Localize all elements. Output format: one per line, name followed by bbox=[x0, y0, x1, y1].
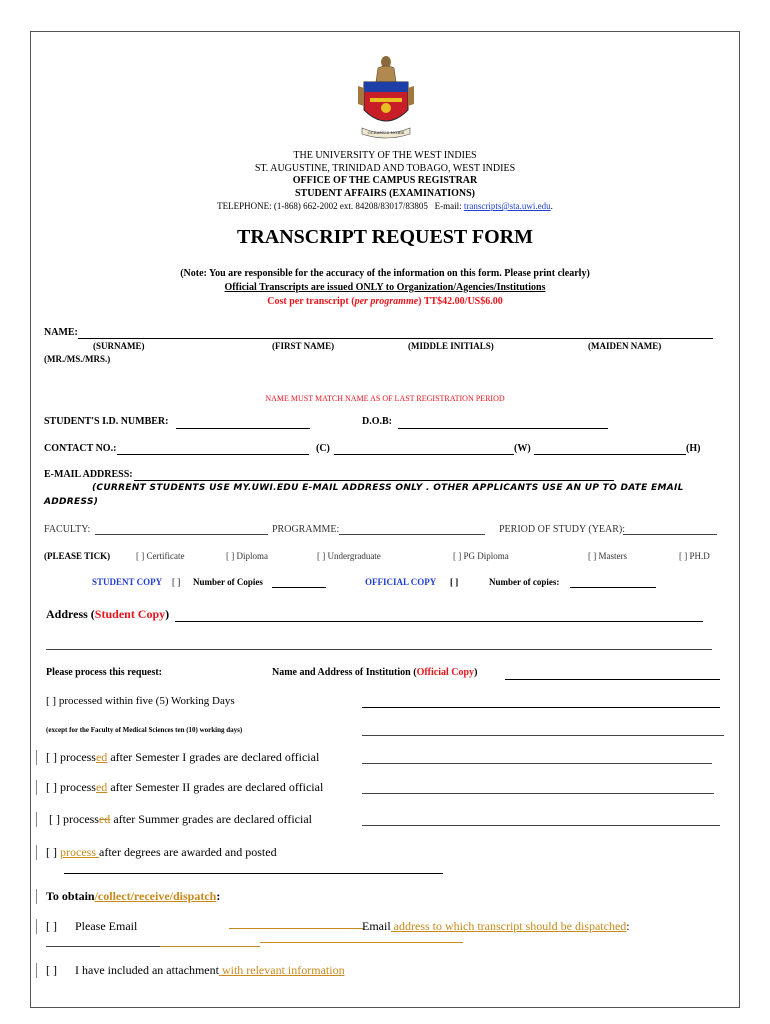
university-crest-icon bbox=[356, 52, 416, 142]
institution-field[interactable] bbox=[505, 679, 720, 680]
student-copy-label: STUDENT COPY bbox=[92, 577, 163, 587]
name-warning: NAME MUST MATCH NAME AS OF LAST REGISTRATION PERIOD bbox=[265, 394, 505, 403]
option-summer[interactable]: [ ] processed after Summer grades are declared official bbox=[36, 812, 312, 827]
option-semester-two[interactable]: [ ] processed after Semester II grades are declared official bbox=[36, 780, 323, 795]
official-copy-label: OFFICIAL COPY bbox=[365, 577, 437, 587]
address-label: Address (Student Copy) bbox=[46, 607, 170, 621]
campus-name: ST. AUGUSTINE, TRINIDAD AND TOBAGO, WEST INDIES bbox=[254, 163, 516, 174]
official-copy-checkbox[interactable]: [ ] bbox=[450, 577, 459, 587]
email-label: E-mail: bbox=[434, 201, 462, 211]
name-label: NAME: bbox=[44, 327, 78, 338]
option-semester-one[interactable]: [ ] processed after Semester I grades are declared official bbox=[36, 750, 319, 765]
obtain-heading: To obtain/collect/receive/dispatch: bbox=[36, 889, 220, 904]
surname-caption: (SURNAME) bbox=[93, 341, 145, 351]
tick-masters[interactable]: [ ] Masters bbox=[588, 551, 627, 561]
please-email-checkbox[interactable]: [ ] bbox=[36, 919, 57, 934]
email-note-cont: ADDRESS) bbox=[44, 497, 99, 507]
email-address-note: Email address to which transcript should be dispatched: bbox=[362, 919, 630, 933]
email-address-field[interactable] bbox=[134, 480, 614, 481]
first-name-caption: (FIRST NAME) bbox=[272, 341, 335, 351]
email-connector-line bbox=[229, 928, 364, 929]
email-dispatch-line-a[interactable] bbox=[46, 946, 160, 947]
process-heading: Please process this request: bbox=[46, 667, 163, 678]
note-accuracy: (Note: You are responsible for the accuracy of the information on this form. Please print clearly) bbox=[180, 268, 590, 279]
tick-label: (PLEASE TICK) bbox=[44, 551, 111, 561]
option-five-days-note: (except for the Faculty of Medical Sciences ten (10) working days) bbox=[46, 726, 243, 734]
form-title: TRANSCRIPT REQUEST FORM bbox=[237, 226, 533, 248]
middle-initials-caption: (MIDDLE INITIALS) bbox=[408, 341, 494, 351]
note-official: Official Transcripts are issued ONLY to Organization/Agencies/Institutions bbox=[224, 282, 546, 293]
work-field[interactable] bbox=[534, 454, 686, 455]
email-note: (CURRENT STUDENTS USE MY.UWI.EDU E-MAIL ADDRESS ONLY . OTHER APPLICANTS USE AN UP TO DATE EMAIL bbox=[92, 483, 684, 493]
attachment-label: I have included an attachment with relevant information bbox=[75, 963, 345, 977]
institution-line-3[interactable] bbox=[362, 763, 712, 764]
student-copies-label: Number of Copies bbox=[193, 577, 263, 587]
name-line[interactable] bbox=[78, 338, 713, 339]
institution-line-5[interactable] bbox=[362, 825, 720, 826]
maiden-name-caption: (MAIDEN NAME) bbox=[588, 341, 662, 351]
programme-label: PROGRAMME: bbox=[272, 524, 340, 535]
option-degrees[interactable]: [ ] process after degrees are awarded and posted bbox=[36, 845, 277, 860]
institution-label: Name and Address of Institution (Official Copy) bbox=[272, 667, 478, 678]
period-label: PERIOD OF STUDY (YEAR): bbox=[499, 524, 626, 535]
student-id-field[interactable] bbox=[176, 428, 310, 429]
official-copies-field[interactable] bbox=[570, 587, 656, 588]
tick-phd[interactable]: [ ] PH.D bbox=[679, 551, 710, 561]
title-caption: (MR./MS./MRS.) bbox=[44, 354, 111, 364]
telephone-text: TELEPHONE: (1-868) 662-2002 ext. 84208/83017/83805 bbox=[217, 201, 428, 211]
please-email-label: Please Email bbox=[75, 919, 138, 933]
office-name: OFFICE OF THE CAMPUS REGISTRAR bbox=[292, 175, 478, 186]
tick-undergraduate[interactable]: [ ] Undergraduate bbox=[317, 551, 381, 561]
tick-certificate[interactable]: [ ] Certificate bbox=[136, 551, 185, 561]
email-dispatch-line-c[interactable] bbox=[260, 942, 463, 943]
tick-pg-diploma[interactable]: [ ] PG Diploma bbox=[453, 551, 509, 561]
note-cost: Cost per transcript (per programme) TT$42.00/US$6.00 bbox=[267, 296, 503, 307]
institution-line-2[interactable] bbox=[362, 735, 724, 736]
email-address-label: E-MAIL ADDRESS: bbox=[44, 469, 133, 480]
address-field-line2[interactable] bbox=[46, 649, 712, 650]
programme-field[interactable] bbox=[339, 534, 485, 535]
institution-line-4[interactable] bbox=[362, 793, 714, 794]
student-copies-field[interactable] bbox=[272, 587, 326, 588]
attachment-checkbox[interactable]: [ ] bbox=[36, 963, 57, 978]
contact-line: TELEPHONE: (1-868) 662-2002 ext. 84208/83017/83805 E-mail: transcripts@sta.uwi.edu. bbox=[217, 201, 553, 211]
student-copy-checkbox[interactable]: [ ] bbox=[172, 577, 181, 587]
contact-label: CONTACT NO.: bbox=[44, 443, 117, 454]
dob-label: D.O.B: bbox=[362, 416, 392, 427]
official-copies-label: Number of copies: bbox=[489, 577, 560, 587]
faculty-label: FACULTY: bbox=[44, 524, 91, 535]
work-label: (W) bbox=[514, 443, 531, 454]
contact-field[interactable] bbox=[117, 454, 309, 455]
dob-field[interactable] bbox=[398, 428, 608, 429]
email-link[interactable]: transcripts@sta.uwi.edu bbox=[463, 201, 551, 211]
email-dispatch-line-b[interactable] bbox=[160, 946, 260, 947]
tick-diploma[interactable]: [ ] Diploma bbox=[226, 551, 268, 561]
faculty-field[interactable] bbox=[95, 534, 268, 535]
home-label: (H) bbox=[686, 443, 701, 454]
period-field[interactable] bbox=[623, 534, 717, 535]
institution-line-1[interactable] bbox=[362, 707, 720, 708]
university-name: THE UNIVERSITY OF THE WEST INDIES bbox=[293, 150, 477, 161]
address-field[interactable] bbox=[175, 621, 703, 622]
department-name: STUDENT AFFAIRS (EXAMINATIONS) bbox=[294, 188, 476, 199]
cell-field[interactable] bbox=[334, 454, 514, 455]
degrees-line[interactable] bbox=[64, 873, 443, 874]
cell-label: (C) bbox=[316, 443, 330, 454]
option-five-days[interactable]: [ ] processed within five (5) Working Days bbox=[46, 695, 235, 707]
student-id-label: STUDENT'S I.D. NUMBER: bbox=[44, 416, 169, 427]
svg-text:OCEANUS NOBIS: OCEANUS NOBIS bbox=[367, 130, 405, 135]
